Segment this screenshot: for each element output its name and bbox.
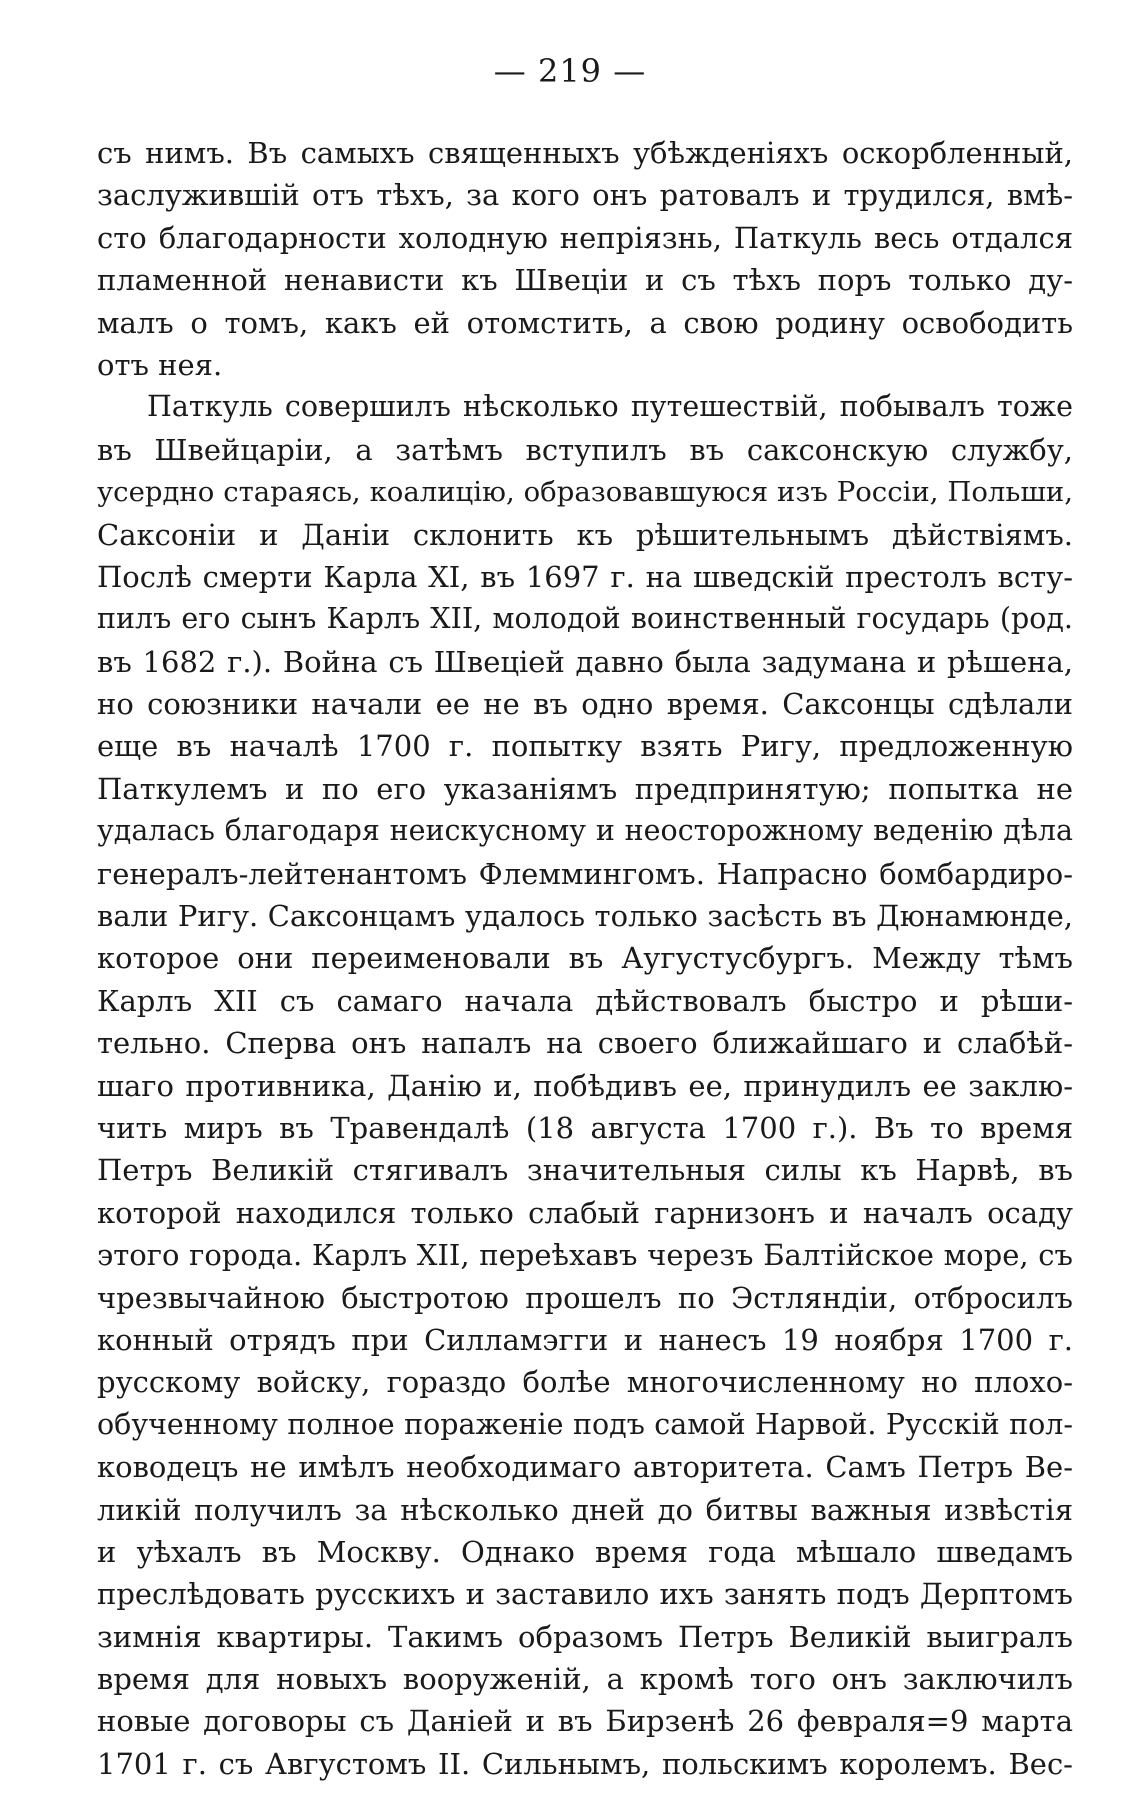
text-line: которое они переименовали въ Аугустусбургъ. Между тѣмъ	[97, 941, 1073, 976]
text-line: Петръ Великiй стягивалъ значительныя силы къ Нарвѣ, въ	[97, 1153, 1073, 1188]
text-line: малъ о томъ, какъ ей отомстить, а свою родину освободить	[97, 305, 1073, 340]
text-line: въ Швейцарiи, а затѣмъ вступилъ въ саксонскую службу,	[97, 432, 1073, 467]
text-line: Саксонiи и Данiи склонить къ рѣшительнымъ дѣйствiямъ.	[97, 517, 1073, 552]
text-line: пилъ его сынъ Карлъ XII, молодой воинственный государь (род.	[97, 602, 1073, 636]
text-line: преслѣдовать русскихъ и заставило ихъ занять подъ Дерптомъ	[97, 1577, 1073, 1612]
text-line: конный отрядъ при Силламэгги и нанесъ 19 ноября 1700 г.	[97, 1322, 1073, 1357]
text-line: Карлъ XII съ самаго начала дѣйствовалъ быстро и рѣши-	[97, 983, 1073, 1018]
text-line: пламенной ненависти къ Швецiи и съ тѣхъ поръ только ду-	[97, 263, 1073, 298]
text-line: чрезвычайною быстротою прошелъ по Эстляндiи, отбросилъ	[97, 1280, 1073, 1315]
page-number: — 219 —	[493, 52, 647, 90]
text-line: вали Ригу. Саксонцамъ удалось только засѣсть въ Дюнамюнде,	[97, 899, 1073, 934]
text-line: сто благодарности холодную непрiязнь, Паткуль весь отдался	[97, 220, 1073, 255]
text-line: русскому войску, гораздо болѣе многочисленному но плохо-	[97, 1365, 1073, 1400]
text-line: шаго противника, Данiю и, побѣдивъ ее, принудилъ ее заклю-	[97, 1068, 1073, 1103]
text-line: и уѣхалъ въ Москву. Однако время года мѣшало шведамъ	[97, 1534, 1073, 1569]
text-line: зимнiя квартиры. Такимъ образомъ Петръ Великiй выигралъ	[97, 1619, 1073, 1654]
text-line: Послѣ смерти Карла XI, въ 1697 г. на шведскiй престолъ всту-	[97, 559, 1073, 594]
body-text	[97, 132, 1073, 1785]
text-line: отъ нея.	[97, 347, 223, 382]
text-line: новые договоры съ Данiей и въ Бирзенѣ 26 февраля=9 марта	[97, 1704, 1073, 1739]
text-line: 1701 г. съ Августомъ II. Сильнымъ, польскимъ королемъ. Вес-	[97, 1746, 1073, 1781]
text-line: съ нимъ. Въ самыхъ священныхъ убѣжденiяхъ оскорбленный,	[97, 136, 1073, 170]
text-line: ководецъ не имѣлъ необходимаго авторитета. Самъ Петръ Ве-	[97, 1450, 1073, 1485]
text-line: усердно стараясь, коалицiю, образовавшуюся изъ Россiи, Польши,	[97, 476, 1073, 509]
text-line: которой находился только слабый гарнизонъ и началъ осаду	[97, 1195, 1073, 1230]
text-line: тельно. Сперва онъ напалъ на своего ближайшаго и слабѣй-	[97, 1026, 1073, 1061]
text-line: но союзники начали ее не въ одно время. Саксонцы сдѣлали	[97, 687, 1073, 722]
text-line: чить миръ въ Травендалѣ (18 августа 1700 г.). Въ то время	[97, 1110, 1073, 1145]
text-line: обученному полное пораженiе подъ самой Нарвой. Русскiй пол-	[97, 1407, 1073, 1441]
text-line: удалась благодаря неискусному и неосторожному веденiю дѣла	[97, 814, 1073, 848]
text-line: Паткуль совершилъ нѣсколько путешествiй, побывалъ тоже	[147, 390, 1073, 424]
text-line: заслужившiй отъ тѣхъ, за кого онъ ратовалъ и трудился, вмѣ-	[97, 178, 1073, 213]
text-line: въ 1682 г.). Война съ Швецiей давно была задумана и рѣшена,	[97, 644, 1073, 679]
text-line: Паткулемъ и по его указанiямъ предпринятую; попытка не	[97, 771, 1073, 806]
text-line: генералъ-лейтенантомъ Флеммингомъ. Напрасно бомбардиро-	[97, 856, 1073, 891]
text-line: время для новыхъ вооруженiй, а кромѣ того онъ заключилъ	[97, 1662, 1073, 1697]
text-line: ликiй получилъ за нѣсколько дней до битвы важныя извѣстiя	[97, 1492, 1073, 1527]
text-line: еще въ началѣ 1700 г. попытку взять Ригу, предложенную	[97, 729, 1073, 764]
text-line: этого города. Карлъ XII, переѣхавъ черезъ Балтiйское море, съ	[97, 1238, 1073, 1273]
